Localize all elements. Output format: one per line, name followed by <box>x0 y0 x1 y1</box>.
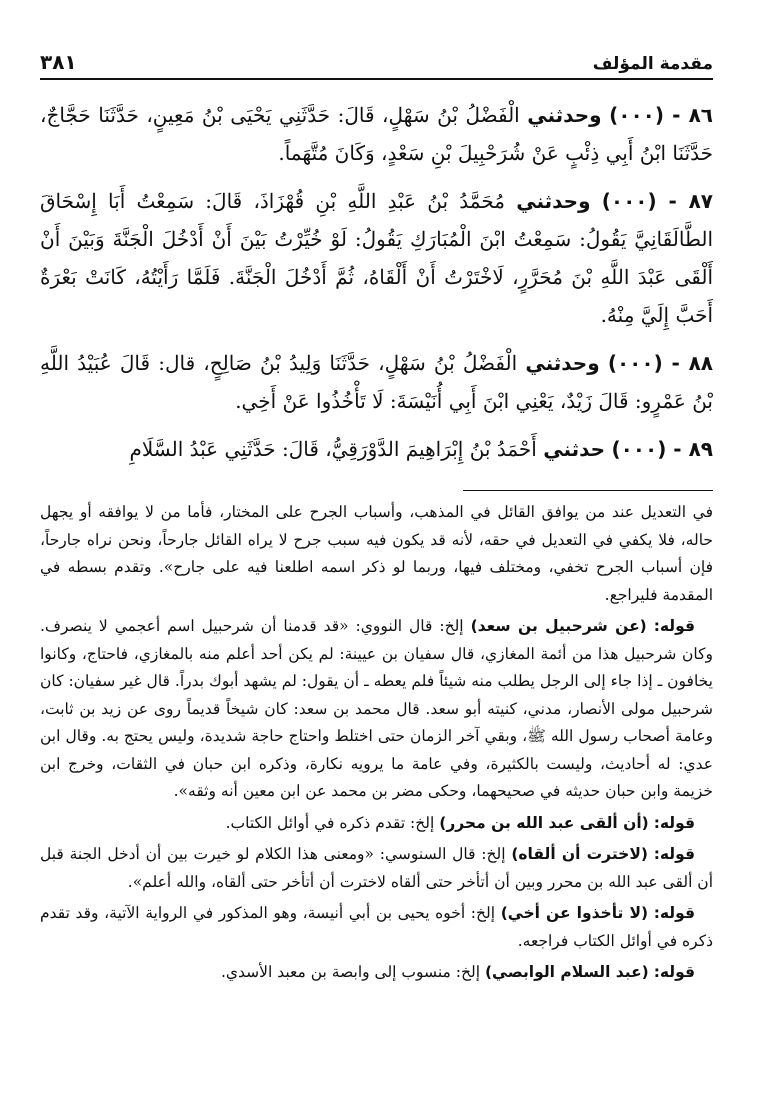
hadith-number: ٨٨ - (٠٠٠) <box>607 351 714 375</box>
note-reference: (لا تأخذوا عن أخي) <box>500 904 649 922</box>
hadith-keyword: وحدثني <box>527 103 602 127</box>
hadith-text: الْفَضْلُ بْنُ سَهْلٍ، حَدَّثَنَا وَلِيدُ بْنُ صَالِحٍ، قال: قَالَ عُبَيْدُ اللَّهِ بْنُ عَمْرٍو: قَالَ زَيْدٌ، يَعْنِي ابْنَ أَبِي أُنَيْسَةَ: لَا تَأْخُذُوا عَنْ أَخِي. <box>40 351 713 413</box>
hadith-keyword: حدثني <box>543 437 606 461</box>
note-label: قوله: <box>653 904 695 922</box>
hadith-text: أَحْمَدُ بْنُ إِبْرَاهِيمَ الدَّوْرَقِيُّ، قَالَ: حَدَّثَنِي عَبْدُ السَّلَامِ <box>129 437 537 461</box>
header-rule <box>40 78 713 80</box>
hadith-87 <box>40 182 713 334</box>
footnote-note <box>40 900 713 955</box>
page-number: ٣٨١ <box>40 50 77 74</box>
note-text: إلخ: قال السنوسي: «ومعنى هذا الكلام لو خيرت بين أن أدخل الجنة قبل أن ألقى عبد الله بن محرر وبين أن أتأخر حتى ألقاه لاخترت أن أتأخر حتى ألقاه، والله أعلم». <box>40 845 713 891</box>
hadith-text: مُحَمَّدُ بْنُ عَبْدِ اللَّهِ بْنِ قُهْزَاذَ، قَالَ: سَمِعْتُ أَبَا إِسْحَاقَ الطَّالَقَانِيَّ يَقُولُ: سَمِعْتُ ابْنَ الْمُبَارَكِ يَقُولُ: لَوْ خُيِّرْتُ بَيْنَ أَنْ أَدْخُلَ الْجَنَّةَ وَبَيْنَ أَنْ أَلْقَى عَبْدَ اللَّهِ بْنَ مُحَرَّرٍ، لَاخْتَرْتُ أَنْ أَلْقَاهُ، ثُمَّ أَدْخُلَ الْجَنَّةَ. فَلَمَّا رَأَيْتُهُ، كَانَتْ بَعْرَةٌ أَحَبَّ إِلَيَّ مِنْهُ. <box>40 189 713 327</box>
footnote-note <box>40 841 713 896</box>
note-reference: (عبد السلام الوابصي) <box>484 963 649 981</box>
footnote-note <box>40 613 713 806</box>
footnote-note <box>40 810 713 838</box>
running-title: مقدمة المؤلف <box>592 54 713 74</box>
note-label: قوله: <box>653 845 695 863</box>
hadith-number: ٨٦ - (٠٠٠) <box>609 103 713 127</box>
note-label: قوله: <box>653 617 695 635</box>
note-text: إلخ: أخوه يحيى بن أبي أنيسة، وهو المذكور في الرواية الآتية، وقد تقدم ذكره في أوائل الكتاب فراجعه. <box>40 904 713 950</box>
hadith-88 <box>40 344 713 420</box>
note-reference: (عن شرحبيل بن سعد) <box>470 617 647 635</box>
hadith-number: ٨٧ - (٠٠٠) <box>601 189 714 213</box>
note-label: قوله: <box>653 813 695 832</box>
hadith-text: الْفَضْلُ بْنُ سَهْلٍ، قَالَ: حَدَّثَنِي يَحْيَى بْنُ مَعِينٍ، حَدَّثَنَا حَجَّاجٌ، حَدَّثَنَا ابْنُ أَبِي ذِئْبٍ عَنْ شُرَحْبِيلَ بْنِ سَعْدٍ، وَكَانَ مُتَّهَماً. <box>40 103 713 165</box>
note-text: إلخ: قال النووي: «قد قدمنا أن شرحبيل اسم أعجمي لا ينصرف. وكان شرحبيل هذا من أئمة المغازي، قال سفيان بن عيينة: لم يكن أحد أعلم منه بالمغازي، فاحتاج، وكانوا يخافون ـ إذا جاء إلى الرجل يطلب منه شيئاً فلم يعطه ـ أن يقول: لم يشهد أبوك بدراً. قال غير سفيان: كان شرحبيل مولى الأنصار، مدني، كنيته أبو سعد. قال محمد بن سعد: كان شيخاً قديماً روى عن زيد بن ثابت، وعامة أصحاب رسول الله ﷺ، وبقي آخر الزمان حتى اختلط واحتاج حاجة شديدة، وليس يحتج به. وقال ابن عدي: له أحاديث، وليست بالكثيرة، وفي عامة ما يرويه نكارة، وذكره ابن حبان في الثقات، وخرج ابن خزيمة وابن حبان حديثه في صحيحهما، وحكى مضر بن محمد عن ابن معين أنه وثقه». <box>40 617 713 800</box>
hadith-89 <box>40 430 713 468</box>
footnotes <box>40 499 713 987</box>
note-reference: (لاخترت أن ألقاه) <box>511 845 648 863</box>
hadith-86 <box>40 96 713 172</box>
main-text <box>40 96 713 468</box>
note-text: إلخ: منسوب إلى وابصة بن معبد الأسدي. <box>220 963 481 981</box>
note-reference: (أن ألقى عبد الله بن محرر) <box>439 813 649 832</box>
page-header <box>40 38 713 74</box>
note-label: قوله: <box>653 963 695 981</box>
note-text: إلخ: تقدم ذكره في أوائل الكتاب. <box>225 813 435 832</box>
hadith-keyword: وحدثني <box>525 351 600 375</box>
footnote-continuation: في التعديل عند من يوافق القائل في المذهب، وأسباب الجرح على المختار، فأما من لا يوافقه أو يجهل حاله، فلا يكفي في التعديل في حقه، لأنه قد يكون فيه سبب جرح لا يراه القائل جارحاً، ونحن نراه جارحاً، فإن أسباب الجرح تخفي، ومختلف فيها، وربما لو ذكر اسمه اطلعنا فيه على جارح». وتقدم بسطه في المقدمة فليراجع. <box>40 503 713 604</box>
hadith-keyword: وحدثني <box>516 189 591 213</box>
hadith-number: ٨٩ - (٠٠٠) <box>611 437 713 461</box>
footnote-note <box>40 959 713 987</box>
footnote-separator <box>463 490 713 491</box>
